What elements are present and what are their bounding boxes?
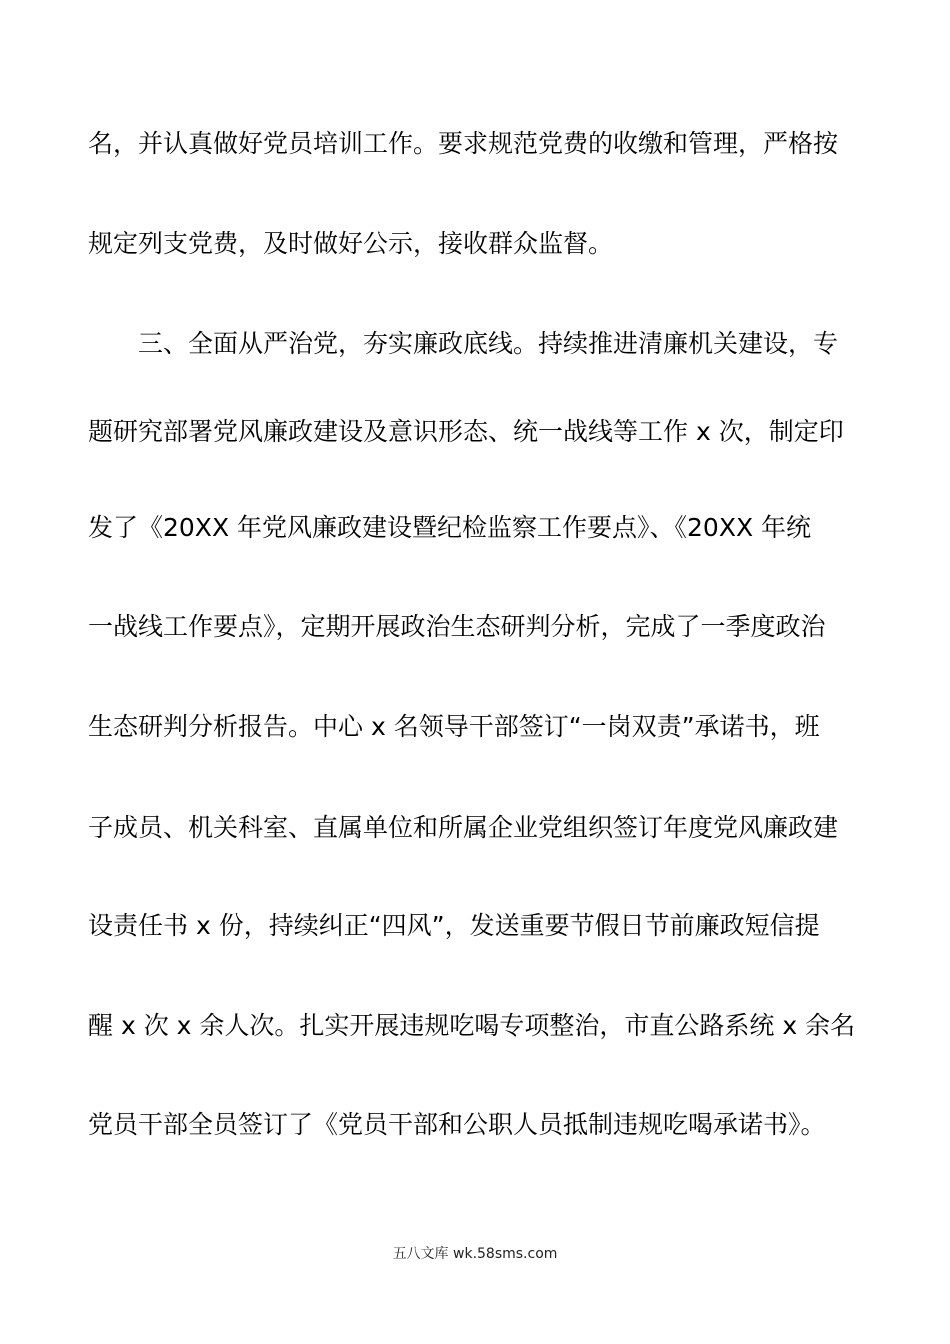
text-line: 设责任书 x 份，持续纠正“四风”，发送重要节假日节前廉政短信提 (88, 911, 820, 940)
footer-watermark: 五八文库 wk.58sms.com (392, 1246, 558, 1262)
text-line: 党员干部全员签订了《党员干部和公职人员抵制违规吃喝承诺书》。 (88, 1110, 826, 1139)
text-line: 规定列支党费，及时做好公示，接收群众监督。 (88, 229, 614, 258)
text-line: 醒 x 次 x 余人次。扎实开展违规吃喝专项整治，市直公路系统 x 余名 (88, 1011, 856, 1040)
text-line: 发了《20XX 年党风廉政建设暨纪检监察工作要点》、《20XX 年统 (88, 513, 812, 542)
text-line: 一战线工作要点》，定期开展政治生态研判分析，完成了一季度政治 (88, 612, 826, 641)
paragraph-start-line: 三、全面从严治党，夯实廉政底线。持续推进清廉机关建设，专 (138, 329, 839, 358)
text-line: 子成员、机关科室、直属单位和所属企业党组织签订年度党风廉政建 (88, 813, 839, 842)
text-line: 生态研判分析报告。中心 x 名领导干部签订“一岗双责”承诺书，班 (88, 712, 820, 741)
text-line: 名，并认真做好党员培训工作。要求规范党费的收缴和管理，严格按 (88, 129, 839, 158)
text-line: 题研究部署党风廉政建设及意识形态、统一战线等工作 x 次，制定印 (88, 417, 844, 446)
